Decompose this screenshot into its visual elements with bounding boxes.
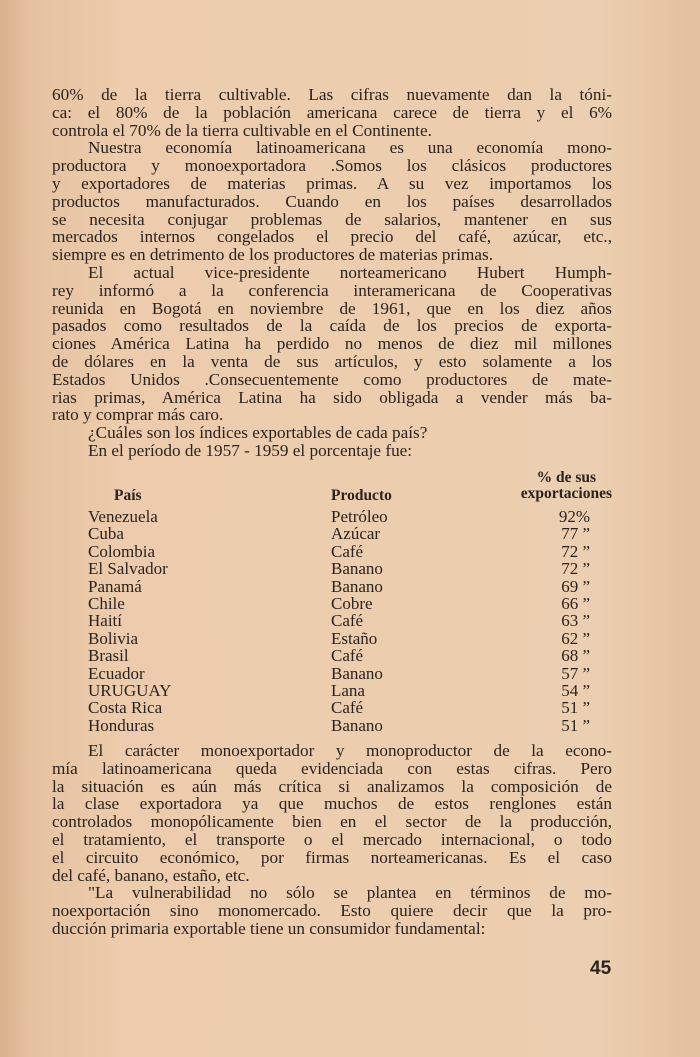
header-pct-line1: % de sus <box>536 469 597 486</box>
percentage-cell: 72 ” <box>561 541 590 561</box>
header-percentage <box>521 470 612 502</box>
country-cell: Chile <box>88 593 125 613</box>
export-table <box>52 470 612 734</box>
paragraph <box>52 424 612 442</box>
table-row <box>52 699 612 716</box>
text-line: mercados internos congelados el precio del café, azúcar, etc., <box>52 227 612 247</box>
product-cell: Banano <box>331 715 383 735</box>
table-row <box>52 595 612 612</box>
header-pct-line2: exportaciones <box>520 485 612 502</box>
paragraph <box>52 884 612 937</box>
text-line: ducción primaria exportable tiene un consumidor fundamental: <box>52 918 486 938</box>
paragraph <box>52 442 612 460</box>
country-cell: URUGUAY <box>88 680 172 700</box>
text-line: ¿Cuáles son los índices exportables de cada país? <box>88 423 428 443</box>
text-line: productora y monoexportadora .Somos los clásicos productores <box>52 156 612 176</box>
percentage-cell: 69 ” <box>561 576 590 596</box>
product-cell: Café <box>331 698 364 718</box>
text-line: Nuestra economía latinoamericana es una economía mono- <box>88 138 612 158</box>
percentage-cell: 77 ” <box>561 524 590 544</box>
paragraph <box>52 742 612 884</box>
percentage-cell: 62 ” <box>561 628 590 648</box>
table-row <box>52 682 612 699</box>
text-line: el tratamiento, el transporte o el mercado internacional, o todo <box>52 829 612 849</box>
table-row <box>52 508 612 525</box>
percentage-cell: 63 ” <box>561 611 590 631</box>
country-cell: Costa Rica <box>88 698 163 718</box>
text-line: ciones América Latina ha perdido no menos de diez mil millones <box>52 334 612 354</box>
text-line: rey informó a la conferencia interamericana de Cooperativas <box>52 280 612 300</box>
country-cell: Ecuador <box>88 663 145 683</box>
text-line: de dólares en la venta de sus artículos, y esto solamente a los <box>52 351 612 371</box>
country-cell: Venezuela <box>88 507 158 526</box>
body-text-top <box>52 86 612 460</box>
text-line: del café, banano, estaño, etc. <box>52 865 250 885</box>
text-line: "La vulnerabilidad no sólo se plantea en términos de mo- <box>88 883 612 903</box>
country-cell: Honduras <box>88 715 155 735</box>
country-cell: Cuba <box>88 524 124 544</box>
table-row <box>52 560 612 577</box>
text-line: rato y comprar más caro. <box>52 405 224 425</box>
product-cell: Café <box>331 646 364 666</box>
text-line: ca: el 80% de la población americana carece de tierra y el 6% <box>52 102 612 122</box>
table-row <box>52 578 612 595</box>
text-line: se necesita conjugar problemas de salarios, mantener en sus <box>52 209 612 229</box>
text-line: El carácter monoexportador y monoproductor de la econo- <box>88 741 612 760</box>
percentage-cell: 72 ” <box>561 559 590 579</box>
text-line: controla el 70% de la tierra cultivable en el Continente. <box>52 120 432 140</box>
text-line: productos manufacturados. Cuando en los países desarrollados <box>52 191 612 211</box>
header-product: Producto <box>331 487 392 504</box>
page-number: 45 <box>590 958 612 979</box>
body-text-bottom <box>52 742 612 938</box>
text-line: controlados monopólicamente bien en el sector de la producción, <box>52 812 612 832</box>
table-row <box>52 630 612 647</box>
paragraph <box>52 86 612 139</box>
country-cell: Colombia <box>88 541 156 561</box>
product-cell: Banano <box>331 663 383 683</box>
country-cell: Bolivia <box>88 628 139 648</box>
paragraph <box>52 139 612 264</box>
table-body <box>52 508 612 734</box>
product-cell: Azúcar <box>331 524 381 544</box>
header-country: País <box>114 487 142 504</box>
text-line: reunida en Bogotá en noviembre de 1961, que en los diez años <box>52 298 612 318</box>
text-line: mía latinoamericana queda evidenciada con estas cifras. Pero <box>52 758 612 778</box>
text-line: siempre es en detrimento de los productores de materias primas. <box>52 245 494 265</box>
table-row <box>52 717 612 734</box>
text-line: El actual vice-presidente norteamericano Hubert Humph- <box>88 262 612 282</box>
percentage-cell: 66 ” <box>561 593 590 613</box>
product-cell: Café <box>331 611 364 631</box>
text-line: la situación es aún más crítica si analizamos la composición de <box>52 776 612 796</box>
text-line: rias primas, América Latina ha sido obligada a vender más ba- <box>52 387 612 407</box>
country-cell: Brasil <box>88 646 129 666</box>
table-row <box>52 665 612 682</box>
percentage-cell: 54 ” <box>561 680 590 700</box>
product-cell: Cobre <box>331 593 373 613</box>
text-line: noexportación sino monomercado. Esto quiere decir que la pro- <box>52 901 612 921</box>
text-line: 60% de la tierra cultivable. Las cifras nuevamente dan la tóni- <box>52 85 612 104</box>
country-cell: Haití <box>88 611 122 631</box>
product-cell: Lana <box>331 680 365 700</box>
product-cell: Estaño <box>331 628 378 648</box>
percentage-cell: 68 ” <box>561 646 590 666</box>
text-line: y exportadores de materias primas. A su vez importamos los <box>52 173 612 193</box>
country-cell: Panamá <box>88 576 142 596</box>
table-row <box>52 612 612 629</box>
product-cell: Banano <box>331 576 383 596</box>
text-line: pasados como resultados de la caída de los precios de exporta- <box>52 316 612 336</box>
product-cell: Banano <box>331 559 383 579</box>
percentage-cell: 57 ” <box>561 663 590 683</box>
table-row <box>52 647 612 664</box>
product-cell: Petróleo <box>331 507 388 526</box>
percentage-cell: 51 ” <box>561 715 590 735</box>
percentage-cell: 92% <box>558 507 590 526</box>
table-row <box>52 525 612 542</box>
text-line: la clase exportadora ya que muchos de estos renglones están <box>52 794 612 814</box>
percentage-cell: 51 ” <box>561 698 590 718</box>
table-row <box>52 543 612 560</box>
text-line: En el período de 1957 - 1959 el porcentaje fue: <box>88 440 413 460</box>
country-cell: El Salvador <box>88 559 168 579</box>
text-line: el circuito económico, por firmas norteamericanas. Es el caso <box>52 847 612 867</box>
table-header <box>52 470 612 504</box>
text-line: Estados Unidos .Consecuentemente como productores de mate- <box>52 369 612 389</box>
product-cell: Café <box>331 541 364 561</box>
paragraph <box>52 264 612 424</box>
